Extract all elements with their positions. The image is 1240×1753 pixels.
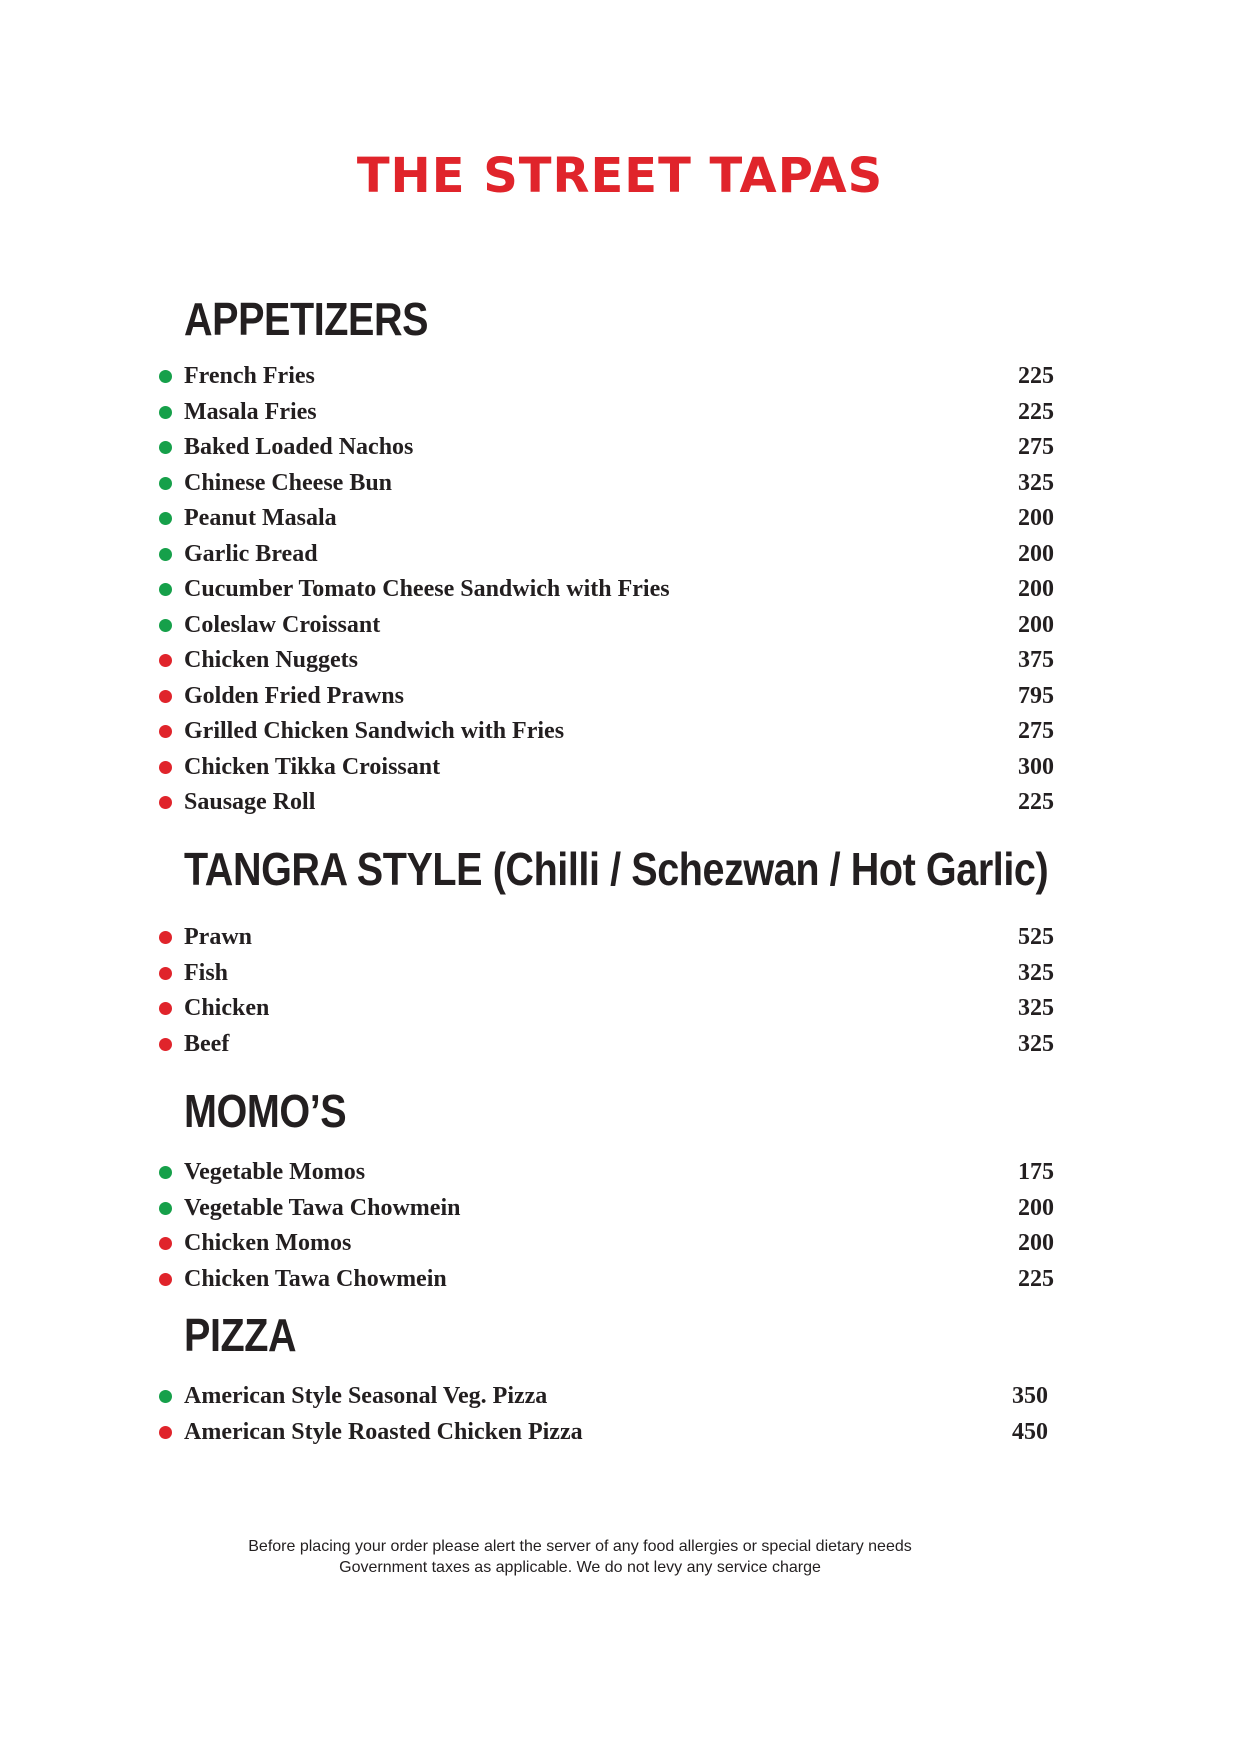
menu-item-price: 200 (1018, 1230, 1054, 1256)
section-heading-pizza: PIZZA (184, 1309, 297, 1361)
nonveg-dot-icon (159, 725, 172, 738)
menu-item-name: Vegetable Momos (184, 1159, 366, 1185)
menu-item-name: Vegetable Tawa Chowmein (184, 1194, 461, 1221)
menu-item-name: Chicken Momos (184, 1230, 352, 1256)
veg-dot-icon (159, 583, 172, 596)
tangra-style-list (0, 921, 1240, 1063)
veg-dot-icon (159, 1202, 172, 1215)
veg-dot-icon (159, 370, 172, 383)
pizza-list (0, 1380, 1240, 1451)
nonveg-dot-icon (159, 1273, 172, 1286)
menu-item (0, 1263, 1240, 1299)
nonveg-dot-icon (159, 1002, 172, 1015)
section-heading-tangra-style: TANGRA STYLE (Chilli / Schezwan / Hot Garlic) (184, 843, 1049, 895)
section-heading-momos: MOMO’S (184, 1085, 347, 1137)
menu-item-name: American Style Seasonal Veg. Pizza (184, 1383, 548, 1409)
nonveg-dot-icon (159, 931, 172, 944)
menu-item (0, 921, 1240, 957)
menu-item (0, 644, 1240, 680)
menu-item-price: 225 (1018, 789, 1054, 815)
menu-item-name: Chicken Tikka Croissant (184, 753, 441, 780)
veg-dot-icon (159, 1166, 172, 1179)
menu-item-name: Sausage Roll (184, 789, 316, 815)
menu-item-price: 275 (1018, 718, 1054, 744)
veg-dot-icon (159, 477, 172, 490)
menu-item-price: 450 (1012, 1418, 1048, 1445)
menu-item-price: 200 (1018, 611, 1054, 638)
menu-item-price: 225 (1018, 1265, 1054, 1292)
menu-item-price: 200 (1018, 576, 1054, 602)
nonveg-dot-icon (159, 654, 172, 667)
menu-item-name: French Fries (184, 363, 315, 389)
menu-item (0, 992, 1240, 1028)
menu-item (0, 538, 1240, 574)
menu-item-name: American Style Roasted Chicken Pizza (184, 1418, 583, 1445)
menu-item (0, 467, 1240, 503)
menu-item-name: Chicken Tawa Chowmein (184, 1265, 447, 1292)
menu-item-name: Chicken (184, 995, 270, 1021)
menu-item (0, 360, 1240, 396)
nonveg-dot-icon (159, 690, 172, 703)
menu-item (0, 715, 1240, 751)
appetizers-list (0, 360, 1240, 822)
menu-item-name: Chinese Cheese Bun (184, 469, 393, 496)
veg-dot-icon (159, 441, 172, 454)
section-heading-appetizers: APPETIZERS (184, 293, 429, 345)
menu-item-price: 200 (1018, 540, 1054, 567)
veg-dot-icon (159, 1390, 172, 1403)
menu-item (0, 1156, 1240, 1192)
menu-item (0, 1380, 1240, 1416)
menu-item-price: 300 (1018, 753, 1054, 780)
menu-item (0, 609, 1240, 645)
menu-item-name: Peanut Masala (184, 505, 337, 531)
momos-list (0, 1156, 1240, 1298)
menu-item (0, 1192, 1240, 1228)
nonveg-dot-icon (159, 761, 172, 774)
nonveg-dot-icon (159, 1426, 172, 1439)
menu-item (0, 502, 1240, 538)
menu-item (0, 396, 1240, 432)
menu-item (0, 786, 1240, 822)
menu-item (0, 680, 1240, 716)
menu-item (0, 1028, 1240, 1064)
menu-item (0, 431, 1240, 467)
menu-item-name: Masala Fries (184, 398, 317, 425)
nonveg-dot-icon (159, 1237, 172, 1250)
veg-dot-icon (159, 619, 172, 632)
menu-item-price: 200 (1018, 1194, 1054, 1221)
menu-item-name: Prawn (184, 924, 252, 950)
footer-tax-note: Government taxes as applicable. We do not levy any service charge (339, 1559, 821, 1576)
menu-item-price: 525 (1018, 924, 1054, 950)
restaurant-title: THE STREET TAPAS (356, 148, 884, 204)
menu-item (0, 751, 1240, 787)
menu-item-price: 325 (1018, 959, 1054, 986)
nonveg-dot-icon (159, 1038, 172, 1051)
veg-dot-icon (159, 406, 172, 419)
menu-item-name: Cucumber Tomato Cheese Sandwich with Fries (184, 576, 670, 602)
footer-note (0, 1536, 1160, 1578)
veg-dot-icon (159, 548, 172, 561)
menu-item (0, 573, 1240, 609)
menu-item-name: Fish (184, 959, 229, 986)
menu-item-price: 375 (1018, 647, 1054, 673)
menu-item-name: Beef (184, 1030, 230, 1057)
veg-dot-icon (159, 512, 172, 525)
menu-item-price: 275 (1018, 434, 1054, 460)
menu-item-price: 225 (1018, 363, 1054, 389)
menu-item-price: 325 (1018, 1030, 1054, 1057)
menu-item-price: 325 (1018, 995, 1054, 1021)
menu-item-name: Baked Loaded Nachos (184, 434, 414, 460)
nonveg-dot-icon (159, 967, 172, 980)
menu-item-name: Coleslaw Croissant (184, 611, 381, 638)
menu-item-price: 225 (1018, 398, 1054, 425)
menu-item-name: Chicken Nuggets (184, 647, 359, 673)
menu-item-price: 200 (1018, 505, 1054, 531)
menu-item-name: Grilled Chicken Sandwich with Fries (184, 718, 565, 744)
menu-item (0, 957, 1240, 993)
menu-item (0, 1227, 1240, 1263)
footer-allergy-note: Before placing your order please alert the server of any food allergies or special dietary needs (248, 1538, 912, 1555)
menu-item-price: 795 (1018, 682, 1054, 709)
menu-item-price: 325 (1018, 469, 1054, 496)
menu-item (0, 1416, 1240, 1452)
menu-item-price: 175 (1018, 1159, 1054, 1185)
menu-item-price: 350 (1012, 1383, 1048, 1409)
menu-item-name: Garlic Bread (184, 540, 318, 567)
menu-item-name: Golden Fried Prawns (184, 682, 404, 709)
nonveg-dot-icon (159, 796, 172, 809)
